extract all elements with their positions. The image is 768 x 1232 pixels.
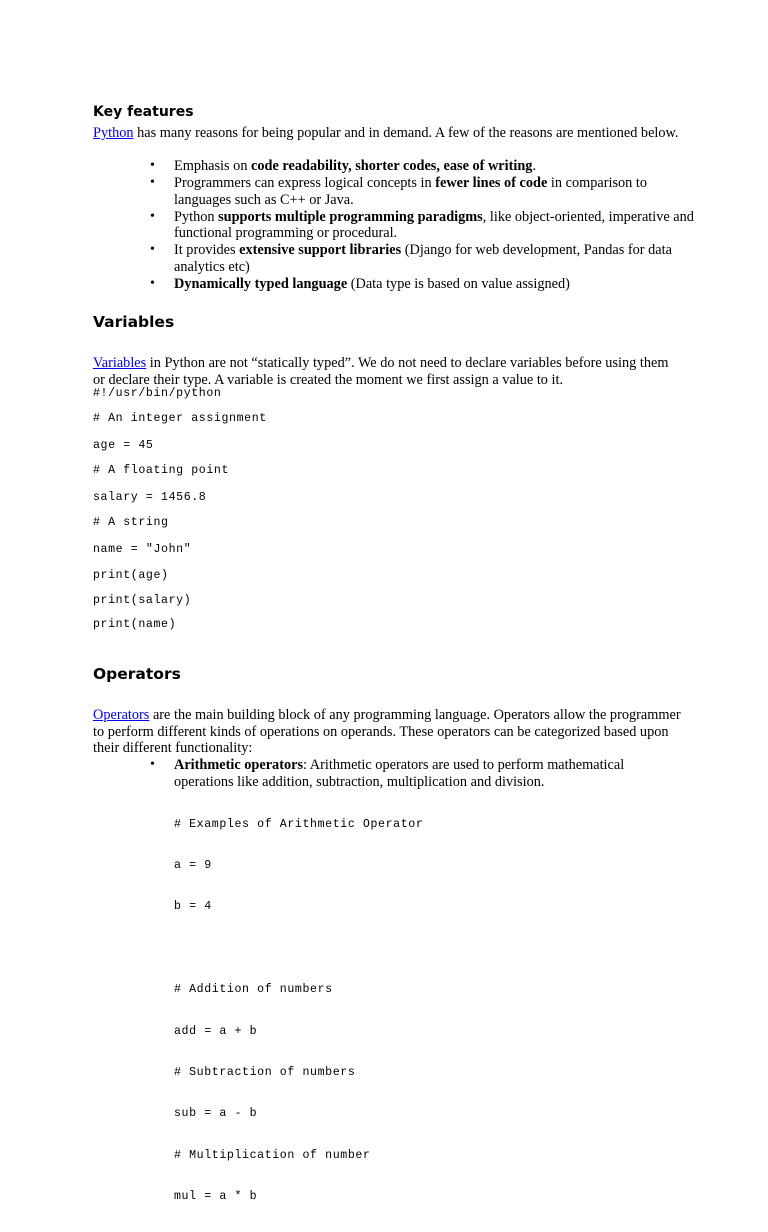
code-line: a = 9 [174,858,212,872]
code-line: sub = a - b [174,1107,258,1121]
list-item: • Dynamically typed language (Data type is based on value assigned) [174,276,694,293]
variables-heading: Variables [93,313,175,331]
operators-link[interactable]: Operators [93,707,150,723]
code-line: print(age) [93,569,169,582]
list-item: • Emphasis on code readability, shorter codes, ease of writing. [174,158,694,175]
list-item: • Programmers can express logical concepts in fewer lines of code in comparison to languages such as C++ or Java. [174,175,694,208]
key-features-heading: Key features [93,104,194,120]
key-features-list [174,158,694,293]
code-line: mul = a * b [174,1190,258,1204]
list-item: • Python supports multiple programming paradigms, like object-oriented, imperative and functional programming or procedural. [174,209,694,242]
code-line: #!/usr/bin/python [93,387,222,400]
operators-list [174,757,674,791]
operators-intro [93,707,683,757]
code-line: # Examples of Arithmetic Operator [174,817,424,831]
code-line: # Subtraction of numbers [174,1065,356,1079]
operators-intro-text: are the main building block of any programming language. Operators allow the programmer to perform different kinds of operations on operands. These operators can be categorized based upon their different functionality: [93,707,681,756]
variables-intro-text: in Python are not “statically typed”. We do not need to declare variables before using them or declare their type. A variable is created the moment we first assign a value to it. [93,355,669,388]
code-line: # A string [93,516,169,529]
code-line: add = a + b [174,1024,258,1038]
key-features-intro-text: has many reasons for being popular and in demand. A few of the reasons are mentioned below. [133,125,679,141]
python-link[interactable]: Python [93,125,134,141]
code-line: print(salary) [93,594,192,607]
code-line: salary = 1456.8 [93,491,207,504]
arithmetic-code-block [174,790,423,1232]
code-line: age = 45 [93,439,154,452]
list-item: • Arithmetic operators: Arithmetic operators are used to perform mathematical operations like addition, subtraction, multiplication and division. [174,757,674,790]
code-line [174,942,423,956]
code-line: # An integer assignment [93,412,267,425]
code-line: b = 4 [174,900,212,914]
code-line: name = "John" [93,543,192,556]
code-line: # Addition of numbers [174,983,333,997]
operators-heading: Operators [93,665,181,683]
code-line: # A floating point [93,464,230,477]
key-features-intro [93,125,683,142]
list-item: • It provides extensive support libraries (Django for web development, Pandas for data analytics etc) [174,242,694,275]
code-line: # Multiplication of number [174,1148,371,1162]
variables-link[interactable]: Variables [93,355,147,371]
variables-intro [93,355,683,388]
code-line: print(name) [93,618,177,631]
